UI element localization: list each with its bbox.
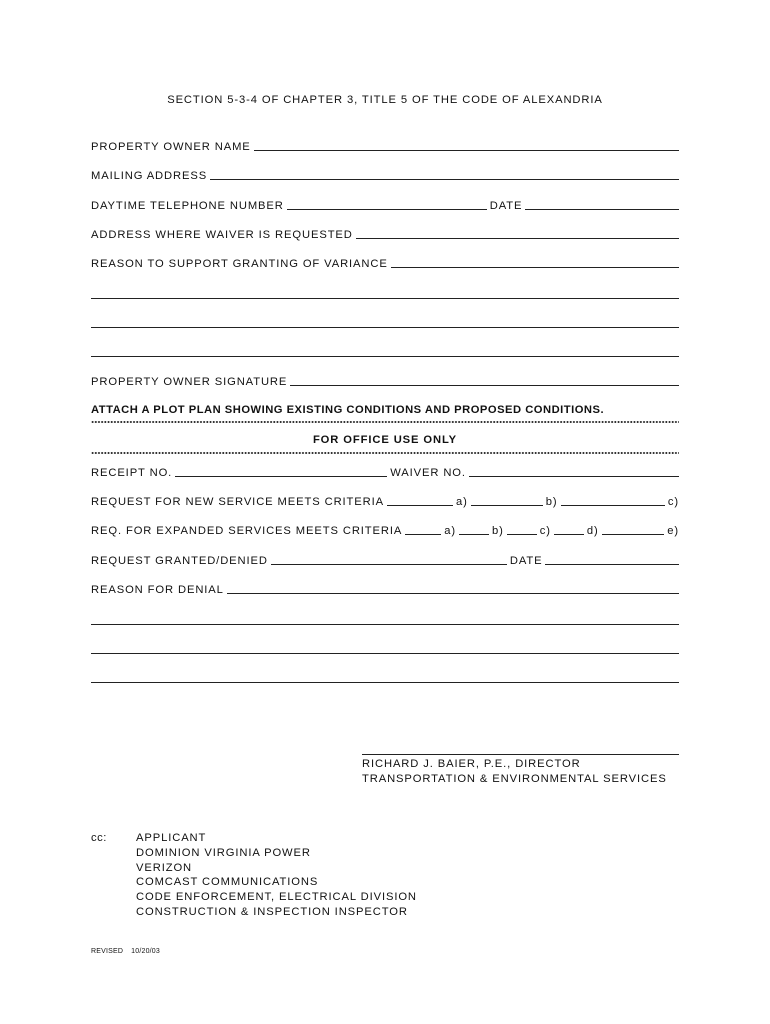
granted-denied-row <box>91 551 679 567</box>
expanded-option-b: b) <box>492 525 504 537</box>
new-service-field-b[interactable] <box>471 505 543 506</box>
expanded-option-d: d) <box>586 525 599 537</box>
asterisk-divider-top <box>91 420 679 424</box>
expanded-services-row <box>91 521 679 537</box>
owner-name-row <box>91 137 679 153</box>
owner-name-field[interactable] <box>254 150 679 151</box>
cc-recipient: CODE ENFORCEMENT, ELECTRICAL DIVISION <box>136 891 417 904</box>
expanded-option-a: a) <box>444 525 456 537</box>
asterisk-divider-bottom <box>91 451 679 455</box>
phone-date-row <box>91 196 679 212</box>
waiver-address-field[interactable] <box>356 238 679 239</box>
revision-note <box>91 948 160 955</box>
cc-recipient: CONSTRUCTION & INSPECTION INSPECTOR <box>136 905 408 918</box>
new-service-field-a[interactable] <box>387 505 453 506</box>
variance-reason-line-3[interactable] <box>91 356 679 357</box>
daytime-phone-field[interactable] <box>287 209 487 210</box>
new-service-option-b: b) <box>545 496 558 508</box>
new-service-field-c[interactable] <box>561 505 665 506</box>
variance-reason-line-1[interactable] <box>91 298 679 299</box>
granted-date-field[interactable] <box>545 564 679 565</box>
cc-recipient: DOMINION VIRGINIA POWER <box>136 846 311 859</box>
granted-denied-label: REQUEST GRANTED/DENIED <box>91 555 268 567</box>
receipt-no-field[interactable] <box>175 476 387 477</box>
owner-name-label: PROPERTY OWNER NAME <box>91 141 251 153</box>
date-label: DATE <box>489 200 523 212</box>
expanded-field-e[interactable] <box>602 534 665 535</box>
signature-field[interactable] <box>290 385 679 386</box>
cc-label: cc: <box>91 832 107 844</box>
denial-reason-line-2[interactable] <box>91 653 679 654</box>
variance-reason-row <box>91 254 679 270</box>
denial-reason-field[interactable] <box>227 593 679 594</box>
new-service-row <box>91 492 679 508</box>
expanded-option-e: e) <box>667 525 679 537</box>
expanded-services-label: REQ. FOR EXPANDED SERVICES MEETS CRITERIA <box>91 525 403 537</box>
granted-denied-field[interactable] <box>271 564 507 565</box>
mailing-address-label: MAILING ADDRESS <box>91 170 208 182</box>
waiver-address-label: ADDRESS WHERE WAIVER IS REQUESTED <box>91 229 353 241</box>
granted-date-label: DATE <box>509 555 543 567</box>
office-use-heading: FOR OFFICE USE ONLY <box>312 434 458 446</box>
receipt-waiver-row <box>91 463 679 479</box>
expanded-field-b[interactable] <box>459 534 489 535</box>
revised-label: REVISED <box>91 948 124 955</box>
waiver-no-label: WAIVER NO. <box>390 467 466 479</box>
signature-row <box>91 372 679 388</box>
waiver-address-row <box>91 225 679 241</box>
variance-reason-line-2[interactable] <box>91 327 679 328</box>
date-field[interactable] <box>525 209 679 210</box>
variance-reason-label: REASON TO SUPPORT GRANTING OF VARIANCE <box>91 258 388 270</box>
expanded-field-d[interactable] <box>554 534 584 535</box>
denial-reason-line-1[interactable] <box>91 624 679 625</box>
cc-recipient: COMCAST COMMUNICATIONS <box>136 876 319 889</box>
waiver-no-field[interactable] <box>469 476 679 477</box>
form-title: SECTION 5-3-4 OF CHAPTER 3, TITLE 5 OF THE CODE OF ALEXANDRIA <box>167 94 603 106</box>
denial-reason-row <box>91 580 679 596</box>
expanded-field-a[interactable] <box>405 534 441 535</box>
mailing-address-row <box>91 166 679 182</box>
revised-date: 10/20/03 <box>131 948 160 955</box>
denial-reason-line-3[interactable] <box>91 682 679 683</box>
director-name: RICHARD J. BAIER, P.E., DIRECTOR <box>362 758 581 770</box>
new-service-option-a: a) <box>456 496 468 508</box>
new-service-label: REQUEST FOR NEW SERVICE MEETS CRITERIA <box>91 496 384 508</box>
daytime-phone-label: DAYTIME TELEPHONE NUMBER <box>91 200 284 212</box>
director-department: TRANSPORTATION & ENVIRONMENTAL SERVICES <box>362 773 667 785</box>
denial-reason-label: REASON FOR DENIAL <box>91 584 224 596</box>
expanded-field-c[interactable] <box>507 534 537 535</box>
cc-recipient-list <box>136 831 417 920</box>
expanded-option-c: c) <box>539 525 551 537</box>
signature-label: PROPERTY OWNER SIGNATURE <box>91 376 288 388</box>
variance-reason-field[interactable] <box>391 267 679 268</box>
cc-recipient: APPLICANT <box>136 832 207 844</box>
plot-plan-notice: ATTACH A PLOT PLAN SHOWING EXISTING CONDITIONS AND PROPOSED CONDITIONS. <box>91 404 605 416</box>
mailing-address-field[interactable] <box>210 179 679 180</box>
cc-recipient: VERIZON <box>136 861 193 874</box>
director-signature-line[interactable] <box>362 754 679 755</box>
new-service-option-c: c) <box>667 496 679 508</box>
receipt-no-label: RECEIPT NO. <box>91 467 173 479</box>
